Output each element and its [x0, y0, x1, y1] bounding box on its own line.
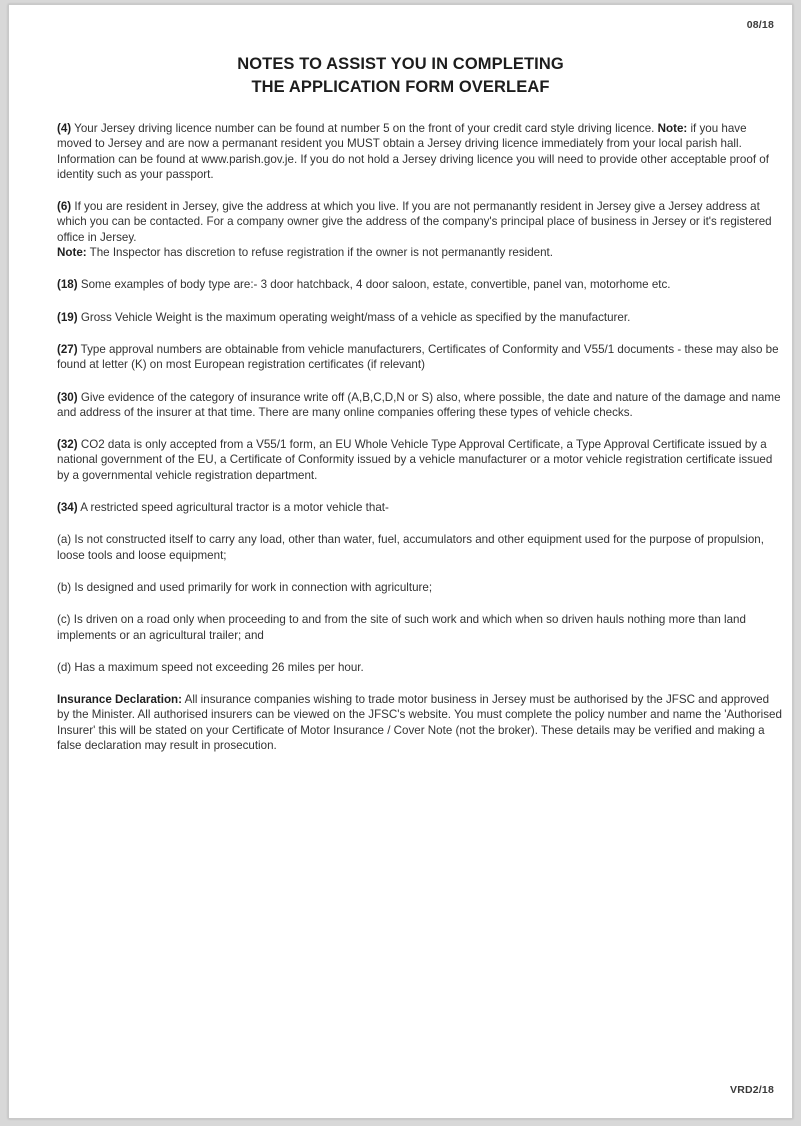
note-paragraph — [57, 245, 783, 260]
note-text: Give evidence of the category of insurance write off (A,B,C,D,N or S) also, where possible, the date and nature of the damage and name and address of the insurer at that time. There are many online companies offering these types of vehicle checks. — [57, 390, 781, 419]
note-paragraph — [57, 692, 783, 753]
note-label: (6) — [57, 200, 72, 214]
note-label: Insurance Declaration: — [57, 693, 182, 707]
note-text-continued: if you have moved to Jersey and are now a permanant resident you MUST obtain a Jersey driving licence immediately from your local parish hall. Information can be found at www.parish.gov.je. If you do not hold a Jersey driving licence you will need to provide other acceptable proof of identity such as your passport. — [57, 122, 769, 181]
note-text: The Inspector has discretion to refuse registration if the owner is not permanantly resident. — [86, 246, 553, 260]
note-text: Is driven on a road only when proceeding to and from the site of such work and which when so driven hauls nothing more than land implements or an agricultural trailer; and — [57, 613, 746, 642]
note-text: Some examples of body type are:- 3 door hatchback, 4 door saloon, estate, convertible, panel van, motorhome etc. — [77, 278, 671, 292]
note-text: Your Jersey driving licence number can be found at number 5 on the front of your credit card style driving licence. — [71, 122, 658, 135]
note-text: Has a maximum speed not exceeding 26 miles per hour. — [71, 660, 364, 674]
note-paragraph — [57, 660, 783, 675]
note-text: Type approval numbers are obtainable from vehicle manufacturers, Certificates of Conformity and V55/1 documents - these may also be found at letter (K) on most European registration certificates (if relevant) — [57, 342, 779, 372]
note-label: (32) — [57, 438, 78, 452]
document-title — [9, 53, 792, 99]
note-text: Is designed and used primarily for work in connection with agriculture; — [71, 580, 433, 594]
note-paragraph — [57, 390, 783, 421]
note-paragraph — [57, 532, 783, 563]
note-label: (4) — [57, 122, 72, 135]
note-paragraph — [57, 342, 783, 373]
note-text: CO2 data is only accepted from a V55/1 form, an EU Whole Vehicle Type Approval Certificate, a Type Approval Certificate issued by a national government of the EU, a Certificate of Conformity issued by a vehicle manufacturer or a motor vehicle registration certificate issued by a governmental vehicle registration department. — [57, 438, 773, 482]
note-label: (d) — [57, 660, 72, 674]
note-inline-emphasis: Note: — [657, 122, 688, 135]
note-label: (a) — [57, 533, 72, 547]
footer-document-code: VRD2/18 — [729, 1084, 774, 1096]
note-paragraph — [57, 612, 783, 643]
note-label: Note: — [57, 246, 87, 260]
document-title-line-2: THE APPLICATION FORM OVERLEAF — [251, 78, 550, 96]
note-paragraph — [57, 580, 783, 595]
note-paragraph — [57, 437, 783, 483]
note-text: All insurance companies wishing to trade motor business in Jersey must be authorised by the JFSC and approved by the Minister. All authorised insurers can be viewed on the JFSC's website. You must complete the policy number and name the 'Authorised Insurer' this will be stated on your Certificate of Motor Insurance / Cover Note (not the broker). These details may be verified and making a false declaration may result in prosecution. — [57, 693, 782, 753]
note-text: If you are resident in Jersey, give the address at which you live. If you are not permanantly resident in Jersey give a Jersey address at which you can be contacted. For a company owner give the address of the company's principal place of business in Jersey or it's registered office in Jersey. — [57, 200, 772, 244]
note-paragraph — [57, 199, 783, 245]
note-text: Gross Vehicle Weight is the maximum operating weight/mass of a vehicle as specified by the manufacturer. — [77, 310, 631, 324]
note-label: (b) — [57, 580, 72, 594]
note-paragraph — [57, 121, 783, 182]
note-label: (30) — [57, 390, 78, 404]
note-paragraph — [57, 277, 783, 292]
document-page — [8, 4, 793, 1119]
note-label: (27) — [57, 342, 78, 356]
note-label: (19) — [57, 310, 78, 324]
note-paragraph — [57, 500, 783, 515]
note-paragraph — [57, 310, 783, 325]
note-label: (34) — [57, 501, 78, 515]
note-text: Is not constructed itself to carry any load, other than water, fuel, accumulators and other equipment used for the purpose of propulsion, loose tools and loose equipment; — [57, 533, 764, 562]
note-label: (18) — [57, 278, 78, 292]
page-number: 08/18 — [746, 19, 774, 31]
note-text: A restricted speed agricultural tractor is a motor vehicle that- — [77, 501, 389, 515]
note-label: (c) — [57, 613, 71, 627]
document-title-line-1: NOTES TO ASSIST YOU IN COMPLETING — [237, 55, 564, 73]
notes-list — [57, 121, 783, 770]
